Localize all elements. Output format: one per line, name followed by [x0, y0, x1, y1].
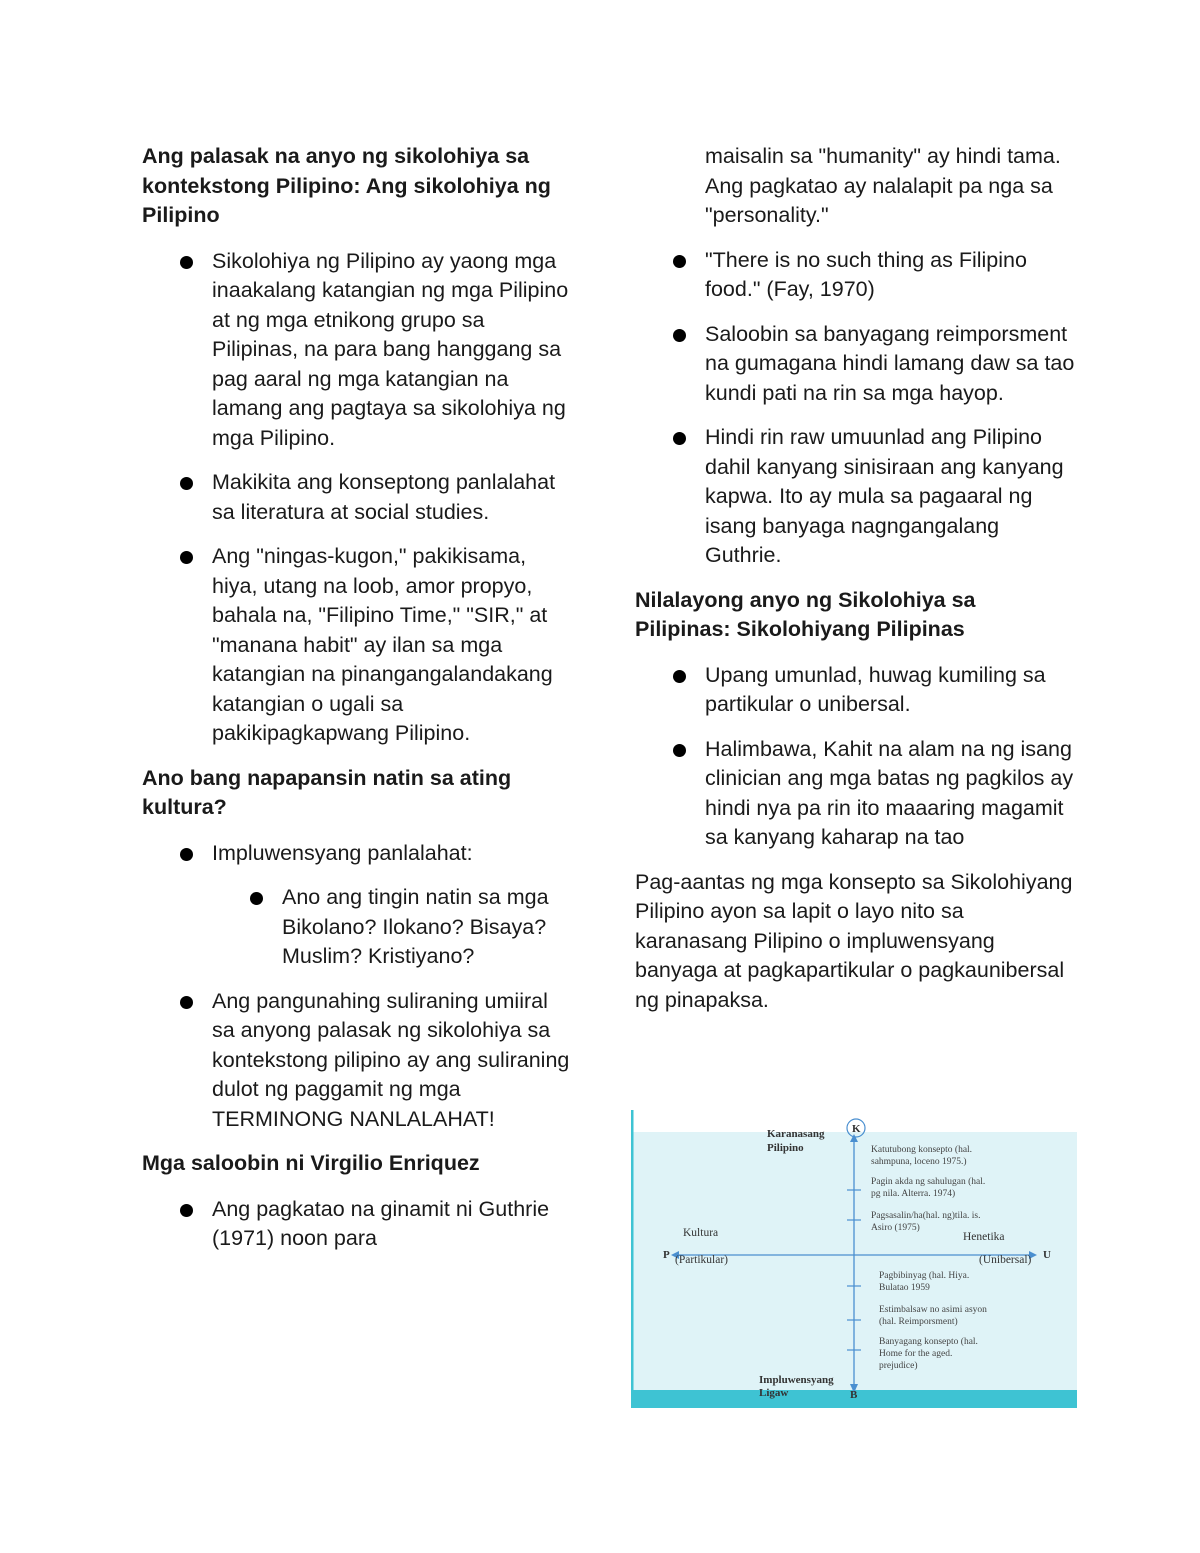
section-heading-kultura: Ano bang napapansin natin sa ating kultura?: [142, 765, 512, 819]
lower-item-1-line-1: Pagbibinyag (hal. Hiya.: [879, 1271, 970, 1281]
sub-list-item: Ano ang tingin natin sa mga Bikolano? Ilokano? Bisaya? Muslim? Kristiyano?: [212, 883, 572, 972]
concept-diagram-figure: [631, 1110, 1079, 1408]
top-label-line-1: Karanasang: [767, 1128, 825, 1140]
left-label: Kultura: [683, 1227, 719, 1239]
section-heading-nilalayong: Nilalayong anyo ng Sikolohiya sa Pilipinas: Sikolohiyang Pilipinas: [635, 587, 976, 641]
lower-item-3-line-2: Home for the aged.: [879, 1349, 953, 1359]
section-heading-enriquez: Mga saloobin ni Virgilio Enriquez: [142, 1151, 480, 1175]
concept-diagram: [631, 1110, 1079, 1408]
list-item-text: Impluwensyang panlalahat:: [212, 840, 473, 865]
top-label-line-2: Pilipino: [767, 1142, 804, 1154]
list-item-continuation: maisalin sa "humanity" ay hindi tama. Ang pagkatao ay nalalapit pa nga sa "personality.": [705, 144, 1061, 227]
upper-item-2-line-2: pg nila. Alterra. 1974): [871, 1189, 956, 1199]
lower-item-3-line-3: prejudice): [879, 1361, 918, 1371]
upper-item-2-line-1: Pagin akda ng sahulugan (hal.: [871, 1177, 986, 1187]
section-heading-palasak: Ang palasak na anyo ng sikolohiya sa kontekstong Pilipino: Ang sikolohiya ng Pilipino: [142, 144, 551, 227]
bottom-letter: B: [850, 1389, 858, 1401]
list-item: Ang "ningas-kugon," pakikisama, hiya, utang na loob, amor propyo, bahala na, "Filipino Time," "SIR," at "manana habit" ay ilan sa mga katangian na pinangangalandakang katangian o ugali sa pakikipagkapwang Pilipino.: [142, 542, 572, 749]
left-column: [142, 142, 572, 1269]
right-column: [635, 142, 1075, 1029]
list-item: Hindi rin raw umuunlad ang Pilipino dahil kanyang sinisiraan ang kanyang kapwa. Ito ay mula sa pagaaral ng isang banyaga nagngangalang Guthrie.: [635, 423, 1075, 571]
upper-item-3-line-2: Asiro (1975): [871, 1223, 920, 1233]
list-item: [142, 839, 572, 972]
right-letter: U: [1043, 1249, 1051, 1261]
list-item: "There is no such thing as Filipino food." (Fay, 1970): [635, 246, 1075, 305]
bullet-list-enriquez: [142, 1195, 572, 1254]
left-letter: P: [663, 1249, 670, 1261]
upper-item-3-line-1: Pagsasalin/ha(hal. ng)tila. is.: [871, 1211, 981, 1221]
list-item: Ang pagkatao na ginamit ni Guthrie (1971) noon para: [142, 1195, 572, 1254]
list-item: Ang pangunahing suliraning umiiral sa anyong palasak ng sikolohiya sa kontekstong pilipino ay ang suliraning dulot ng paggamit ng mga TERMINONG NANLALAHAT!: [142, 987, 572, 1135]
list-item: Sikolohiya ng Pilipino ay yaong mga inaakalang katangian ng mga Pilipino at ng mga etnikong grupo sa Pilipinas, na para bang hanggang sa pag aaral ng mga katangian na lamang ang pagtaya sa sikolohiya ng mga Pilipino.: [142, 247, 572, 454]
bottom-label-line-2: Ligaw: [759, 1387, 789, 1399]
right-label: Henetika: [963, 1231, 1005, 1243]
bullet-list-saloobin: [635, 246, 1075, 571]
list-item: Saloobin sa banyagang reimporsment na gumagana hindi lamang daw sa tao kundi pati na rin sa mga hayop.: [635, 320, 1075, 409]
lower-item-3-line-1: Banyagang konsepto (hal.: [879, 1337, 978, 1347]
sub-bullet-list: [212, 883, 572, 972]
bottom-label-line-1: Impluwensyang: [759, 1374, 834, 1386]
lower-item-1-line-2: Bulatao 1959: [879, 1283, 930, 1293]
list-item: Upang umunlad, huwag kumiling sa partikular o unibersal.: [635, 661, 1075, 720]
upper-item-1-line-2: sahmpuna, loceno 1975.): [871, 1157, 967, 1167]
right-sub-label: (Unibersal): [979, 1254, 1032, 1266]
lower-item-2-line-1: Estimbalsaw no asimi asyon: [879, 1305, 987, 1315]
top-letter: K: [852, 1123, 861, 1135]
paragraph-pag-aantas: Pag-aantas ng mga konsepto sa Sikolohiyang Pilipino ayon sa lapit o layo nito sa karanasang Pilipino o impluwensyang banyaga at pagkapartikular o pagkaunibersal ng pinapaksa.: [635, 869, 1073, 1012]
lower-item-2-line-2: (hal. Reimporsment): [879, 1317, 958, 1327]
bullet-list-nilalayong: [635, 661, 1075, 853]
upper-item-1-line-1: Katutubong konsepto (hal.: [871, 1145, 973, 1155]
list-item: Halimbawa, Kahit na alam na ng isang clinician ang mga batas ng pagkilos ay hindi nya pa rin ito maaaring magamit sa kanyang kaharap na tao: [635, 735, 1075, 853]
bullet-list-palasak: [142, 247, 572, 749]
list-item: Makikita ang konseptong panlalahat sa literatura at social studies.: [142, 468, 572, 527]
left-sub-label: (Partikular): [675, 1254, 729, 1266]
bullet-list-kultura: [142, 839, 572, 1135]
